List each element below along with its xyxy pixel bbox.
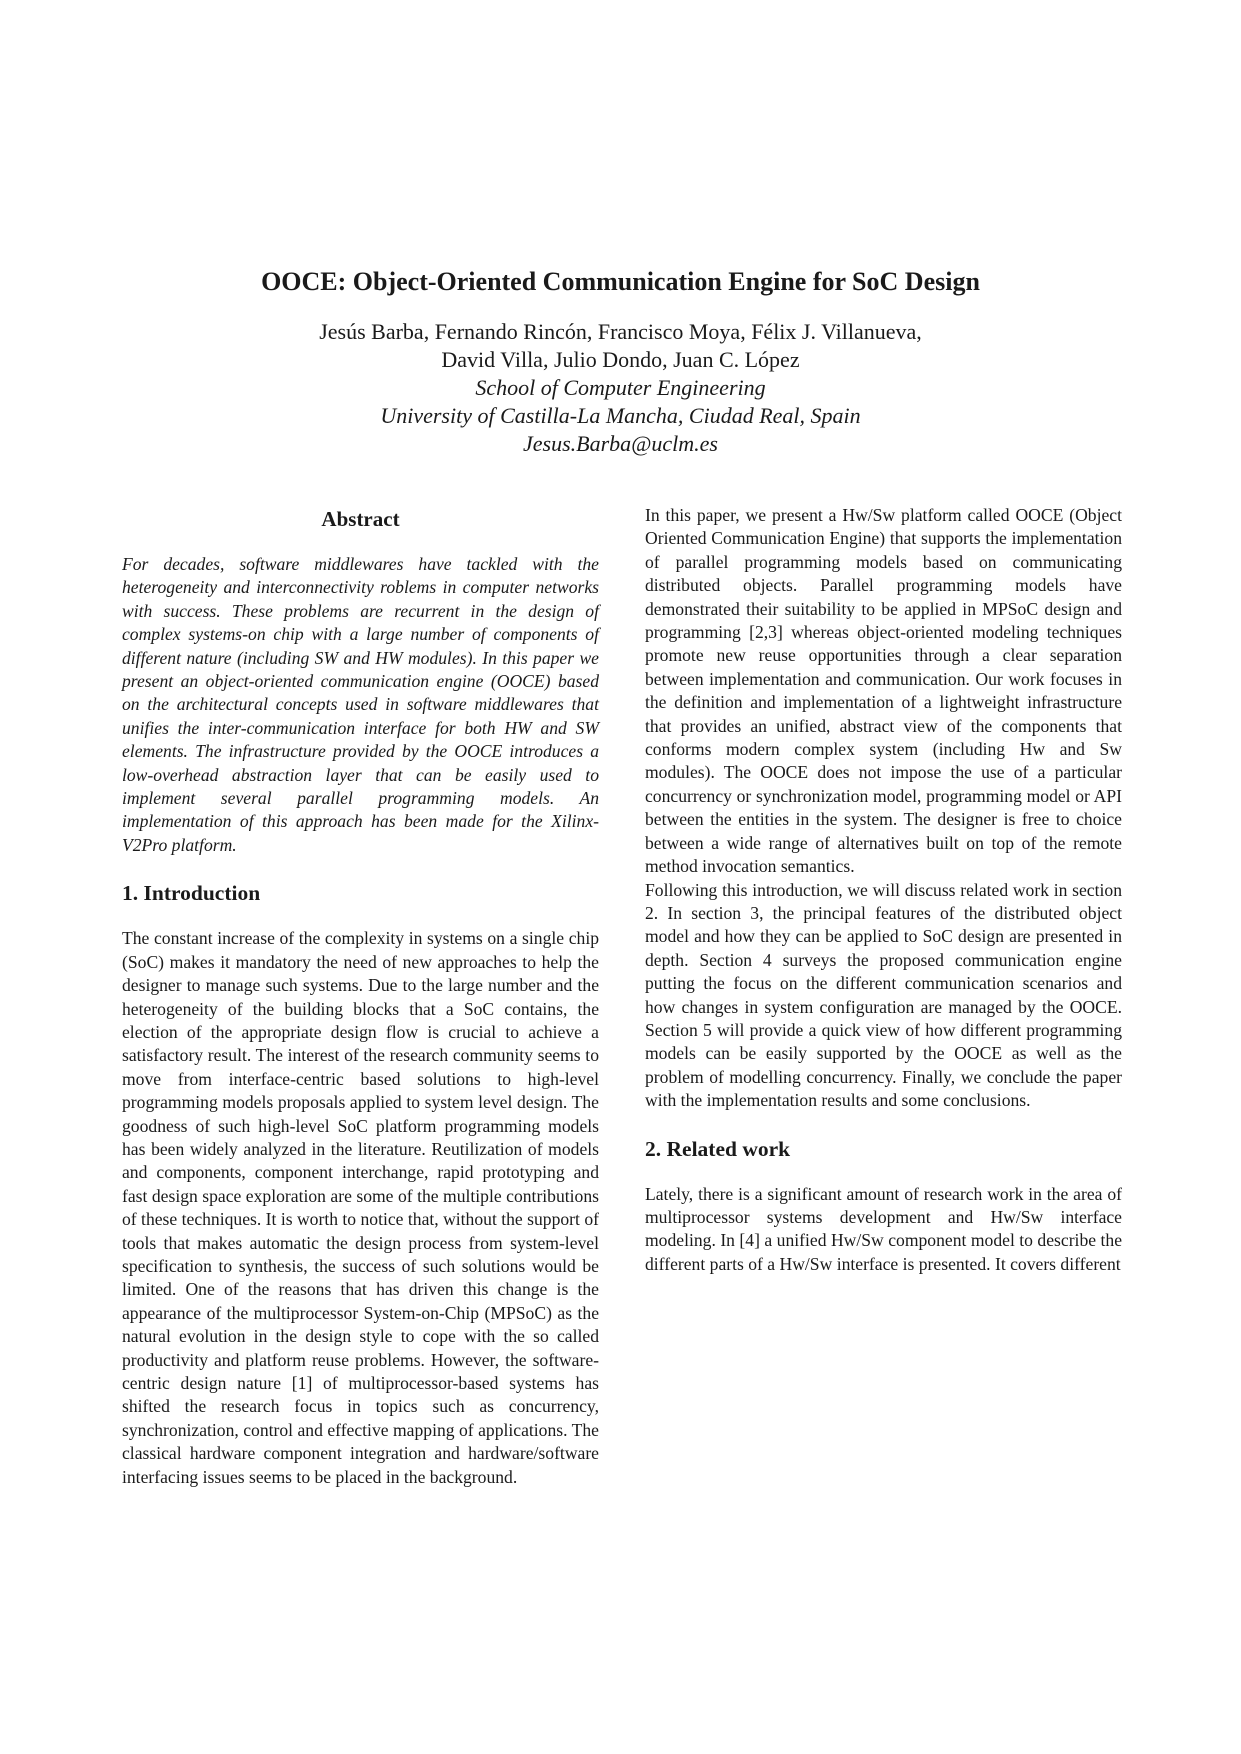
related-work-paragraph-1: Lately, there is a significant amount of research work in the area of multiprocessor systems development and Hw/Sw interface modeling. In [4] a unified Hw/Sw component model to describe the different parts of a Hw/Sw interface is presented. It covers different — [645, 1183, 1122, 1274]
introduction-heading: 1. Introduction — [122, 881, 261, 906]
left-column — [122, 505, 599, 1489]
introduction-paragraph-3: Following this introduction, we will discuss related work in section 2. In section 3, the principal features of the distributed object model and how they can be applied to SoC design are presented in depth. Section 4 surveys the proposed communication engine putting the focus on the different communication scenarios and how changes in system configuration are managed by the OOCE. Section 5 will provide a quick view of how different programming models can be easily supported by the OOCE as well as the problem of modelling concurrency. Finally, we conclude the paper with the implementation results and some conclusions. — [645, 879, 1122, 1111]
right-column — [645, 504, 1122, 1276]
abstract-heading: Abstract — [321, 507, 400, 531]
abstract-text: For decades, software middlewares have tackled with the heterogeneity and interconnectivity roblems in computer networks with success. These problems are recurrent in the design of complex systems-on chip with a large number of components of different nature (including SW and HW modules). In this paper we present an object-oriented communication engine (OOCE) based on the architectural concepts used in software middlewares that unifies the inter-communication interface for both HW and SW elements. The infrastructure provided by the OOCE introduces a low-overhead abstraction layer that can be easily used to implement several parallel programming models. An implementation of this approach has been made for the Xilinx-V2Pro platform. — [122, 554, 599, 855]
affiliation-school: School of Computer Engineering — [475, 375, 766, 400]
author-email: Jesus.Barba@uclm.es — [523, 431, 718, 456]
affiliation-university: University of Castilla-La Mancha, Ciudad Real, Spain — [380, 403, 861, 428]
related-work-heading: 2. Related work — [645, 1136, 791, 1161]
author-block — [0, 318, 1241, 458]
authors-line-2: David Villa, Julio Dondo, Juan C. López — [441, 347, 800, 372]
introduction-paragraph-2: In this paper, we present a Hw/Sw platform called OOCE (Object Oriented Communication Engine) that supports the implementation of parallel programming models based on communicating distributed objects. Parallel programming models have demonstrated their suitability to be applied in MPSoC design and programming [2,3] whereas object-oriented modeling techniques promote new reuse opportunities through a clear separation between implementation and communication. Our work focuses in the definition and implementation of a lightweight infrastructure that provides an unified, abstract view of the components that conforms modern complex system (including Hw and Sw modules). The OOCE does not impose the use of a particular concurrency or synchronization model, programming model or API between the entities in the system. The designer is free to choice between a wide range of alternatives built on top of the remote method invocation semantics. — [645, 505, 1122, 877]
introduction-paragraph-1: The constant increase of the complexity in systems on a single chip (SoC) makes it mandatory the need of new approaches to help the designer to manage such systems. Due to the large number and the heterogeneity of the building blocks that a SoC contains, the election of the appropriate design flow is crucial to achieve a satisfactory result. The interest of the research community seems to move from interface-centric based solutions to high-level programming models proposals applied to system level design. The goodness of such high-level SoC platform programming models has been widely analyzed in the literature. Reutilization of models and components, component interchange, rapid prototyping and fast design space exploration are some of the multiple contributions of these techniques. It is worth to notice that, without the support of tools that makes automatic the design process from system-level specification to synthesis, the success of such solutions would be limited. One of the reasons that has driven this change is the appearance of the multiprocessor System-on-Chip (MPSoC) as the natural evolution in the design style to cope with the so called productivity and platform reuse problems. However, the software-centric design nature [1] of multiprocessor-based systems has shifted the research focus in topics such as concurrency, synchronization, control and effective mapping of applications. The classical hardware component integration and hardware/software interfacing issues seems to be placed in the background. — [122, 928, 599, 1487]
authors-line-1: Jesús Barba, Fernando Rincón, Francisco Moya, Félix J. Villanueva, — [319, 319, 922, 344]
paper-title: OOCE: Object-Oriented Communication Engine for SoC Design — [261, 267, 980, 296]
